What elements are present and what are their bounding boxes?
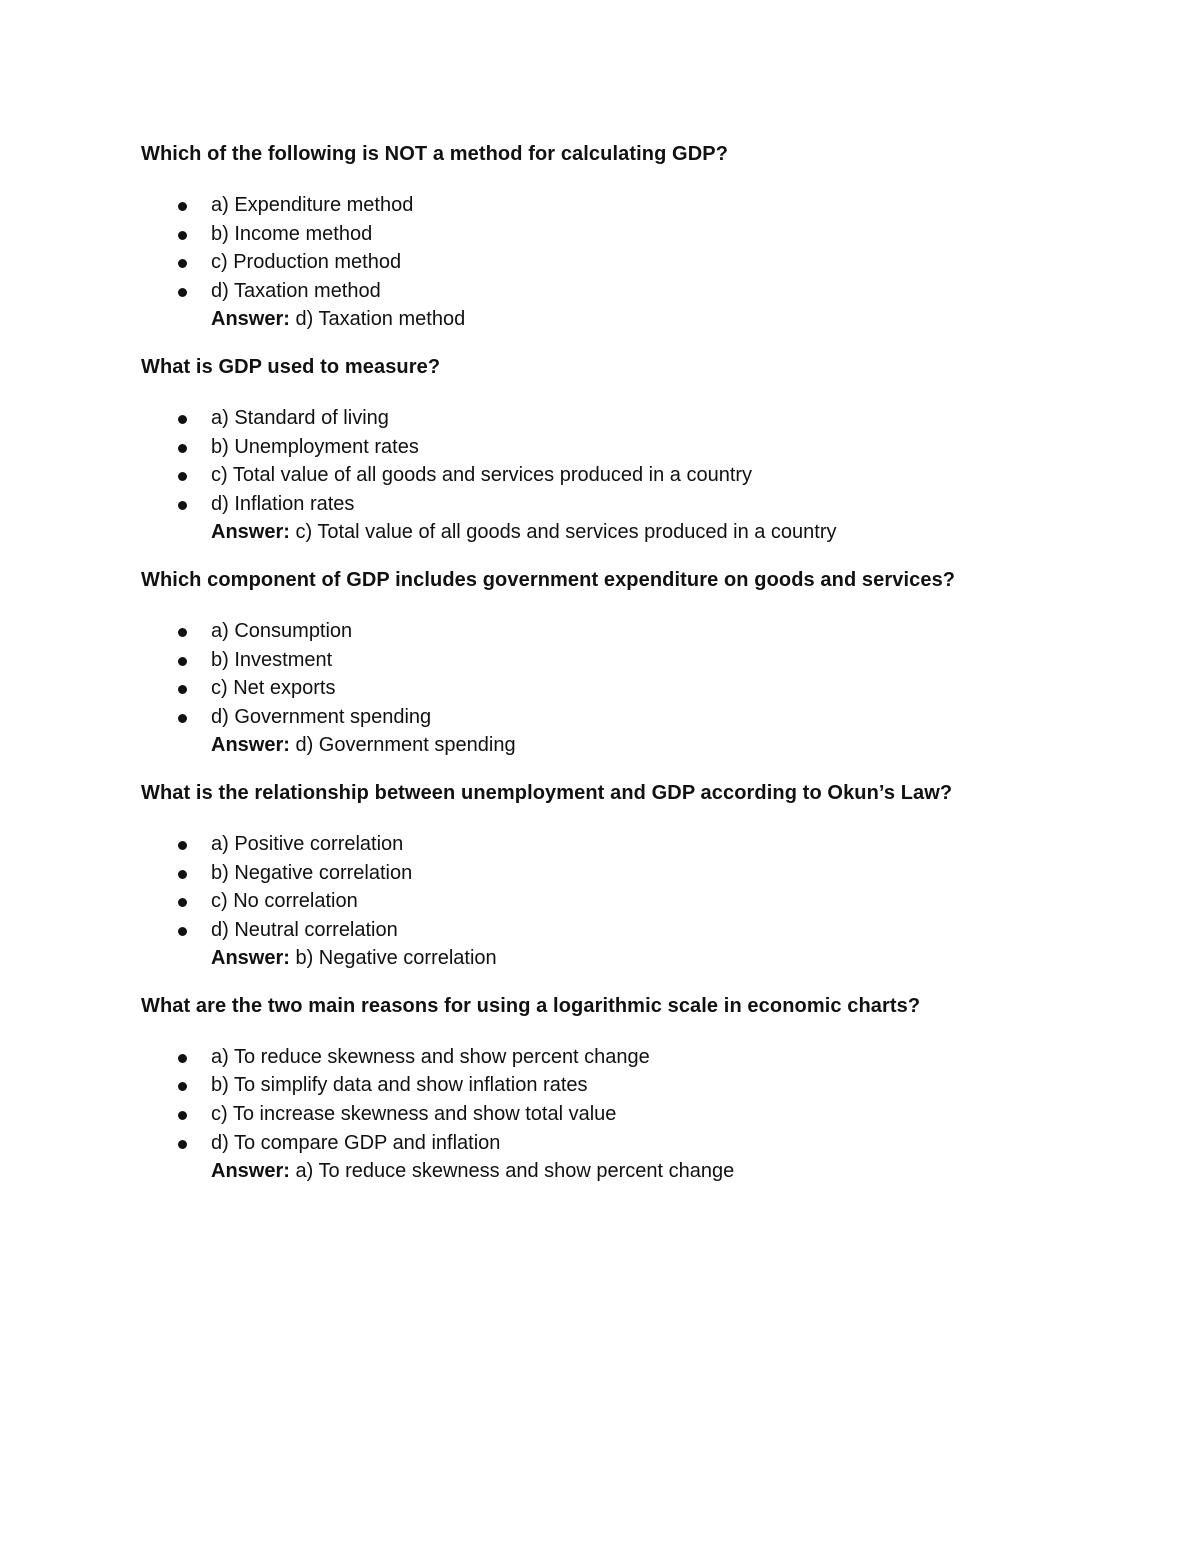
option-text: b) Investment — [211, 648, 333, 671]
option-text: b) Income method — [211, 222, 373, 245]
option-text: c) Total value of all goods and services produced in a country — [211, 464, 753, 487]
option-item — [141, 1129, 1101, 1158]
option-list — [141, 404, 1101, 518]
answer-line — [141, 1157, 1101, 1186]
option-item — [141, 830, 1101, 859]
option-item — [141, 277, 1101, 306]
question-heading: What is GDP used to measure? — [141, 355, 441, 378]
option-item — [141, 1071, 1101, 1100]
option-item — [141, 248, 1101, 277]
bullet-icon — [178, 1082, 187, 1091]
question-heading: What are the two main reasons for using a logarithmic scale in economic charts? — [141, 994, 921, 1017]
bullet-icon — [178, 415, 187, 424]
answer-text: b) Negative correlation — [289, 947, 497, 970]
answer-text: d) Government spending — [289, 734, 516, 757]
bullet-icon — [178, 501, 187, 510]
option-text: b) Unemployment rates — [211, 435, 419, 458]
option-item — [141, 1043, 1101, 1072]
option-text: d) Neutral correlation — [211, 918, 398, 941]
option-text: a) Consumption — [211, 619, 353, 642]
option-item — [141, 1100, 1101, 1129]
option-list — [141, 830, 1101, 944]
question-list — [141, 140, 1101, 1205]
question-block-1 — [141, 140, 1101, 334]
answer-label: Answer: — [211, 947, 290, 970]
answer-text: d) Taxation method — [289, 308, 466, 331]
answer-label: Answer: — [211, 308, 290, 331]
question-heading: Which component of GDP includes government expenditure on goods and services? — [141, 568, 956, 591]
answer-label: Answer: — [211, 734, 290, 757]
option-text: c) To increase skewness and show total value — [211, 1103, 617, 1126]
bullet-icon — [178, 628, 187, 637]
bullet-icon — [178, 927, 187, 936]
option-text: b) Negative correlation — [211, 861, 413, 884]
option-item — [141, 646, 1101, 675]
option-text: a) Positive correlation — [211, 832, 404, 855]
option-list — [141, 1043, 1101, 1157]
option-text: d) Taxation method — [211, 279, 381, 302]
option-item — [141, 916, 1101, 945]
answer-label: Answer: — [211, 521, 290, 544]
option-item — [141, 404, 1101, 433]
bullet-icon — [178, 444, 187, 453]
question-heading: Which of the following is NOT a method for calculating GDP? — [141, 143, 729, 165]
bullet-icon — [178, 1111, 187, 1120]
bullet-icon — [178, 1054, 187, 1063]
option-item — [141, 191, 1101, 220]
option-text: d) To compare GDP and inflation — [211, 1131, 501, 1154]
option-item — [141, 674, 1101, 703]
bullet-icon — [178, 1140, 187, 1149]
answer-line — [141, 305, 1101, 334]
answer-label: Answer: — [211, 1160, 290, 1183]
option-item — [141, 490, 1101, 519]
option-text: b) To simplify data and show inflation rates — [211, 1074, 588, 1097]
bullet-icon — [178, 202, 187, 211]
option-text: a) To reduce skewness and show percent change — [211, 1045, 650, 1068]
bullet-icon — [178, 714, 187, 723]
bullet-icon — [178, 657, 187, 666]
option-item — [141, 220, 1101, 249]
option-item — [141, 859, 1101, 888]
bullet-icon — [178, 870, 187, 879]
option-list — [141, 617, 1101, 731]
option-text: d) Government spending — [211, 705, 432, 728]
bullet-icon — [178, 288, 187, 297]
question-block-5 — [141, 992, 1101, 1186]
option-text: c) No correlation — [211, 890, 358, 913]
bullet-icon — [178, 231, 187, 240]
question-block-4 — [141, 779, 1101, 973]
answer-text: c) Total value of all goods and services produced in a country — [289, 521, 837, 544]
option-item — [141, 433, 1101, 462]
question-block-3 — [141, 566, 1101, 760]
bullet-icon — [178, 685, 187, 694]
option-text: a) Standard of living — [211, 406, 389, 429]
option-item — [141, 461, 1101, 490]
bullet-icon — [178, 259, 187, 268]
option-text: a) Expenditure method — [211, 194, 414, 216]
option-text: c) Net exports — [211, 677, 336, 700]
answer-text: a) To reduce skewness and show percent change — [289, 1160, 735, 1183]
option-list — [141, 191, 1101, 305]
bullet-icon — [178, 898, 187, 907]
question-block-2 — [141, 353, 1101, 547]
option-item — [141, 887, 1101, 916]
answer-line — [141, 731, 1101, 760]
option-item — [141, 703, 1101, 732]
option-text: c) Production method — [211, 251, 402, 274]
option-item — [141, 617, 1101, 646]
answer-line — [141, 944, 1101, 973]
answer-line — [141, 518, 1101, 547]
bullet-icon — [178, 841, 187, 850]
option-text: d) Inflation rates — [211, 492, 355, 515]
bullet-icon — [178, 472, 187, 481]
question-heading: What is the relationship between unemployment and GDP according to Okun’s Law? — [141, 781, 953, 804]
